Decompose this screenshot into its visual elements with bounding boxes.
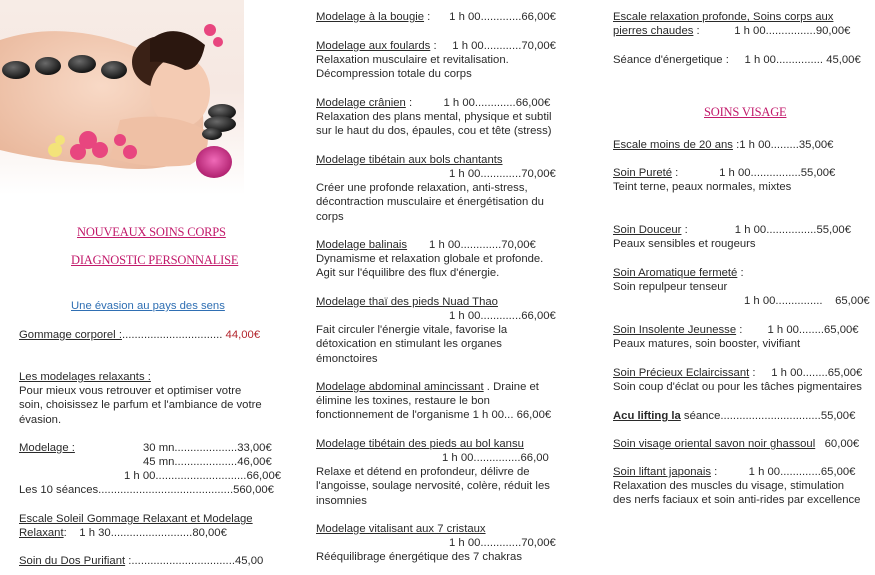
tibetain-bols-description (316, 181, 544, 224)
price: 33,00€ (237, 442, 272, 454)
duration: 1 h 00 (744, 295, 776, 307)
cristaux-title: Modelage vitalisant aux 7 cristaux (316, 523, 486, 535)
description-line: Décompression totale du corps (316, 68, 472, 81)
dots: ........ (798, 324, 825, 336)
tibetain-bols-line (449, 167, 556, 181)
hot-stone-massage-photo (0, 0, 244, 195)
thai-title: Modelage thaï des pieds Nuad Thao (316, 296, 498, 308)
duration: 1 h 00 (449, 537, 481, 549)
dots: ............ (483, 40, 522, 52)
lifting-line (613, 409, 855, 423)
abdominal-description (316, 394, 551, 423)
personalised-diagnosis-heading: DIAGNOSTIC PERSONNALISE (71, 253, 239, 267)
duration: : 1 h 00 (749, 367, 803, 379)
modelages-title: Les modelages relaxants : (19, 371, 151, 383)
description-line: élimine les toxines, restaure le bon (316, 395, 490, 407)
price: 66,00 (520, 452, 549, 464)
modelages-description (19, 384, 279, 427)
description-line: fonctionnement de l'organisme 1 h 00... 66,00€ (316, 409, 552, 422)
price: 70,00€ (521, 168, 556, 180)
description-line: Fait circuler l'énergie vitale, favorise la (316, 324, 508, 336)
dots: ............. (480, 168, 522, 180)
description-line: Relaxe et détend en profondeur, délivre de (316, 466, 530, 478)
soins-visage-heading: SOINS VISAGE (704, 105, 787, 119)
japonais-line (613, 465, 855, 479)
duration: 1 h 00 (407, 239, 461, 251)
label: Soin Insolente Jeunesse (613, 324, 737, 336)
cranien-line (316, 96, 550, 110)
label: Modelage à la bougie (316, 11, 425, 23)
insolente-line (613, 323, 859, 337)
abdominal-line (316, 380, 539, 394)
price: 65,00€ (835, 295, 870, 307)
price: 35,00€ (798, 139, 834, 151)
description-line: Pour mieux vous retrouver et optimiser votre (19, 385, 242, 397)
dots: ............. (480, 11, 522, 23)
precieux-line (613, 366, 862, 380)
duration: 1 h 00 (449, 310, 481, 322)
duration: : 1 h 00 (710, 466, 781, 478)
dots: ............... (775, 295, 823, 307)
duration: 1 h 00 (124, 470, 156, 482)
cristaux-description (316, 550, 522, 564)
description-line: décontraction musculaire et énergétisation du (316, 196, 544, 209)
description-line: détoxication en stimulant les organes (316, 338, 502, 351)
price: 90,00€ (815, 25, 851, 37)
description-line: l'angoisse, soulage nervosité, colère, réduit les (316, 480, 550, 493)
label: pierres chaudes (613, 25, 694, 37)
dots: .............. (476, 452, 521, 464)
dots: .......................................... (98, 484, 230, 496)
label: Soin liftant japonais (613, 466, 711, 478)
aromatique-line (613, 266, 744, 280)
label: Modelage aux foulards (316, 40, 431, 52)
foulards-line (316, 39, 556, 53)
text: séance (680, 410, 721, 422)
balinais-line (316, 238, 536, 252)
duration: : 1 h 00 (736, 324, 799, 336)
label: Soin Pureté (613, 167, 673, 179)
duration: 1 h 00. (442, 452, 477, 464)
text: : (737, 267, 744, 279)
description-line: Créer une profonde relaxation, anti-stress, (316, 182, 528, 194)
oriental-line (613, 437, 859, 451)
description-line: Relaxation musculaire et revitalisation. (316, 54, 509, 66)
energetique-line (613, 53, 861, 67)
cranien-description (316, 110, 552, 139)
dots: ................... (177, 442, 238, 454)
description-line: insomnies (316, 494, 367, 507)
escale-20-line (613, 138, 833, 152)
duration: : 1 h 00 (405, 97, 475, 109)
price: 66,00€ (521, 310, 556, 322)
dots: ......... (770, 139, 799, 151)
modelage-row (143, 441, 272, 455)
label: Les 10 séances (19, 484, 99, 496)
gommage-line (19, 328, 260, 342)
gommage-label: Gommage corporel : (19, 329, 122, 341)
dots: ................... (177, 456, 238, 468)
kansu-description (316, 465, 550, 508)
label: Acu lifting la (613, 410, 681, 422)
description-line: évasion. (19, 413, 62, 426)
dots: .......................... (110, 527, 193, 539)
label: Soin visage oriental savon noir ghassoul (613, 438, 816, 450)
dots: ........ (802, 367, 828, 379)
label: Relaxant (19, 527, 64, 539)
tibetain-bols-title: Modelage tibétain aux bols chantants (316, 154, 503, 166)
photo-illustration (0, 0, 244, 195)
price: 55,00€ (820, 410, 856, 422)
gommage-price: 44,00€ (225, 329, 261, 341)
dots: ............. (474, 97, 516, 109)
precieux-description: Soin coup d'éclat ou pour les tâches pigmentaires (613, 381, 862, 393)
price: 65,00€ (820, 466, 856, 478)
duration: 30 mn. (143, 442, 178, 454)
dots: ................ (766, 224, 817, 236)
foulards-description (316, 53, 509, 82)
description-line: Relaxation des muscles du visage, stimulation (613, 480, 845, 492)
dots: ................ (750, 167, 801, 179)
description-line: Relaxation des plans mental, physique et subtil (316, 111, 552, 123)
dots: ............................. (155, 470, 247, 482)
escale-soleil-line (19, 526, 227, 540)
description-line: Dynamisme et relaxation globale et profonde. (316, 253, 544, 265)
price: 80,00€ (192, 527, 227, 539)
price: 55,00€ (816, 224, 851, 236)
dots: :................................. (125, 555, 235, 567)
dots: ............. (480, 310, 522, 322)
label: Séance d'énergetique : 1 h 00 (613, 54, 776, 66)
modelage-label: Modelage : (19, 442, 75, 454)
price: 45,00€ (826, 54, 861, 66)
description-line: des nerfs faciaux et soin anti-rides par excellence (613, 494, 861, 507)
duration: : 1 h 30 (63, 527, 111, 539)
aromatique-price-line (744, 294, 870, 308)
label: Soin Précieux Eclaircissant (613, 367, 750, 379)
duration: 45 mn. (143, 456, 178, 468)
dots: ............... (775, 54, 824, 66)
duration: : 1 h 00 (681, 224, 767, 236)
insolente-description: Peaux matures, soin booster, vivifiant (613, 338, 801, 350)
duration: : 1 h 00 (693, 25, 766, 37)
label: Soin du Dos Purifiant (19, 555, 126, 567)
description-line: sur le haut du dos, épaules, cou et tête (stress) (316, 125, 552, 138)
ten-sessions-line (19, 483, 274, 497)
bougie-line (316, 10, 556, 24)
duration: :1 h 00 (732, 139, 771, 151)
douceur-description: Peaux sensibles et rougeurs (613, 238, 756, 250)
gommage-dots: ................................ (121, 329, 223, 341)
dots: ................................ (720, 410, 821, 422)
dots: ............. (780, 466, 821, 478)
label: Modelage balinais (316, 239, 408, 251)
description-line: corps (316, 210, 344, 223)
description-line: Agit sur l'équilibre des flux d'énergie. (316, 267, 500, 280)
tagline: Une évasion au pays des sens (71, 300, 225, 312)
price: 55,00€ (800, 167, 836, 179)
modelage-row (143, 455, 272, 469)
description-line: émonctoires (316, 352, 378, 365)
thai-line (449, 309, 556, 323)
purete-line (613, 166, 835, 180)
label: Escale moins de 20 ans (613, 139, 733, 151)
escale-profonde-title: Escale relaxation profonde, Soins corps aux (613, 11, 834, 23)
price: 46,00€ (237, 456, 272, 468)
price: 70,00€ (521, 537, 556, 549)
escale-soleil-title: Escale Soleil Gommage Relaxant et Modelage (19, 513, 253, 525)
kansu-title: Modelage tibétain des pieds au bol kansu (316, 438, 524, 450)
price: 65,00€ (824, 324, 859, 336)
balinais-description (316, 252, 543, 281)
label: Soin Aromatique fermeté (613, 267, 738, 279)
aromatique-description: Soin repulpeur tenseur (613, 281, 728, 293)
price: 66,00€ (515, 97, 551, 109)
modelage-row (124, 469, 281, 483)
douceur-line (613, 223, 851, 237)
dots: ................ (765, 25, 816, 37)
price: 70,00€ (521, 40, 556, 52)
dots: ............. (460, 239, 502, 251)
label: Modelage abdominal amincissant (316, 381, 484, 393)
description-line: soin, choisissez le parfum et l'ambiance de votre (19, 399, 262, 412)
duration: : 1 h 00 (424, 11, 481, 23)
japonais-description (613, 479, 860, 508)
text: . Draine et (483, 381, 539, 393)
label: Modelage crânien (316, 97, 406, 109)
new-body-treatments-heading: NOUVEAUX SOINS CORPS (77, 225, 226, 239)
purete-description: Teint terne, peaux normales, mixtes (613, 181, 792, 193)
soin-dos-line (19, 554, 263, 568)
duration: : 1 h 00 (430, 40, 484, 52)
dots: ............. (480, 537, 522, 549)
price: 70,00€ (501, 239, 536, 251)
duration: : 1 h 00 (672, 167, 751, 179)
price: 66,00€ (246, 470, 282, 482)
thai-description (316, 323, 507, 366)
duration: 1 h 00 (449, 168, 481, 180)
price: 66,00€ (521, 11, 556, 23)
cristaux-line (449, 536, 556, 550)
description-line: Rééquilibrage énergétique des 7 chakras (316, 551, 522, 563)
price: 65,00€ (827, 367, 863, 379)
escale-profonde-line (613, 24, 850, 38)
price: 45,00 (234, 555, 264, 567)
price: .560,00€ (229, 484, 274, 496)
kansu-line (442, 451, 549, 465)
price: 60,00€ (815, 438, 860, 450)
label: Soin Douceur (613, 224, 682, 236)
